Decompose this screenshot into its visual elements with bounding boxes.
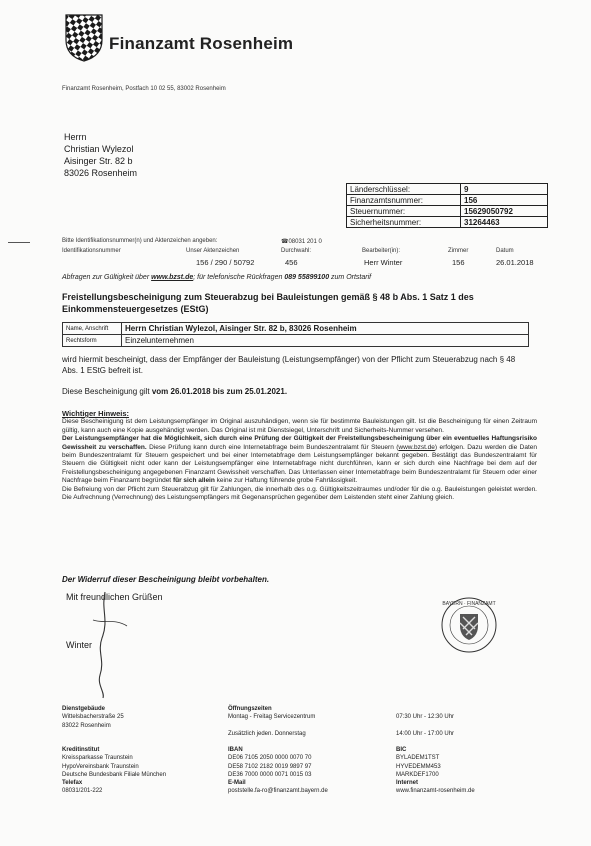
notice-heading: Wichtiger Hinweis:: [62, 409, 130, 418]
reference-col-files: Unser Aktenzeichen: [186, 248, 240, 254]
notice-bold-text: Der Leistungsempfänger hat die Möglichkeit, sich durch eine Prüfung der Gültigkeit der Freistellungsbescheinigung über ein eventuelles Haftungsrisiko Gewissheit zu verschaffen.: [62, 435, 537, 451]
footer-iban: DE06 7105 2050 0000 0070 70: [228, 755, 312, 762]
hint-prefix: Abfragen zur Gültigkeit über: [62, 274, 152, 281]
key-value: 156: [461, 195, 548, 206]
bavarian-official-seal-icon: [440, 596, 498, 654]
fold-mark: [8, 242, 30, 243]
key-label: Finanzamtsnummer:: [347, 195, 461, 206]
footer-iban: DE36 7000 0000 0071 0015 03: [228, 771, 312, 778]
table-row: [347, 206, 548, 217]
notice-url-link[interactable]: www.bzst.de: [398, 443, 435, 451]
validity-period: [62, 387, 287, 396]
footer-hours-2-label: Zusätzlich jeden. Donnerstag: [228, 730, 306, 737]
footer-hours-2-value: 14:00 Uhr - 17:00 Uhr: [396, 730, 455, 737]
table-row: [347, 184, 548, 195]
footer-fax-label: Telefax: [62, 780, 83, 787]
footer-internet-label: Internet: [396, 780, 419, 787]
footer-internet-link[interactable]: www.finanzamt-rosenheim.de: [396, 788, 475, 795]
footer-fax: 08031/201-222: [62, 788, 103, 795]
reference-col-date: Datum: [496, 248, 514, 254]
footer-iban-label: IBAN: [228, 747, 243, 753]
office-name: Finanzamt Rosenheim: [109, 34, 294, 53]
footer-bank: Deutsche Bundesbank Filiale München: [62, 771, 167, 778]
key-value: 15629050792: [461, 206, 548, 217]
reference-note: Bitte Identifikationsnummer(n) und Aktenzeichen angeben:: [62, 238, 218, 244]
hint-phone: 089 55899100: [284, 274, 330, 281]
tax-keys-table: [346, 183, 548, 228]
revocation-note: Der Widerruf dieser Bescheinigung bleibt vorbehalten.: [62, 575, 270, 584]
key-value: 31264463: [461, 217, 548, 228]
document-title: Freistellungsbescheinigung zum Steuerabzug bei Bauleistungen gemäß § 48 b Abs. 1 Satz 1 des Einkommensteuergesetzes (EStG): [62, 292, 474, 314]
footer-ibans: [228, 746, 328, 796]
footer-bic: BYLADEM1TST: [396, 755, 440, 762]
reference-col-room: Zimmer: [448, 248, 469, 254]
validity-range: vom 26.01.2018 bis zum 25.01.2021.: [151, 387, 288, 396]
signature-icon: [75, 590, 135, 700]
table-row: [63, 323, 529, 335]
key-label: Länderschlüssel:: [347, 184, 461, 195]
notice-bold-text: für sich allein: [172, 477, 215, 485]
recipient-street: Aisinger Str. 82 b: [64, 156, 133, 166]
reference-date: 26.01.2018: [496, 258, 534, 267]
reference-clerk: Herr Winter: [364, 258, 403, 267]
name-value: Herrn Christian Wylezol, Aisinger Str. 82 b, 83026 Rosenheim: [122, 323, 529, 335]
footer-bic-label: BIC: [396, 747, 407, 753]
contractor-table: [62, 322, 529, 347]
form-label: Rechtsform: [63, 335, 122, 347]
recipient-address: [64, 131, 137, 179]
closing-greeting: Mit freundlichen Grüßen: [66, 592, 163, 602]
reference-col-dial: Durchwahl:: [281, 248, 312, 254]
certification-text: wird hiermit bescheinigt, dass der Empfänger der Bauleistung (Leistungsempfänger) von der Pflicht zum Steuerabzug nach § 48 Abs. 1 EStG befreit ist.: [62, 355, 516, 375]
footer-bank: Kreissparkasse Traunstein: [62, 755, 133, 762]
bavarian-lozenge-coat-of-arms-icon: [65, 14, 103, 62]
footer-building-city: 83022 Rosenheim: [62, 722, 111, 729]
footer-email-label: E-Mail: [228, 780, 246, 787]
name-label: Name, Anschrift: [63, 323, 122, 335]
footer-banks: [62, 746, 166, 796]
hint-middle: ; für telefonische Rückfragen: [193, 274, 285, 281]
validity-prefix: Diese Bescheinigung gilt: [62, 387, 152, 396]
form-value: Einzelunternehmen: [122, 335, 529, 347]
footer-email-link[interactable]: poststelle.fa-ro@finanzamt.bayern.de: [228, 788, 328, 795]
notice-paragraph: Die Befreiung von der Pflicht zum Steuerabzug gilt für Zahlungen, die innerhalb des o.g. Gültigkeitszeitraumes und/oder für die o.g. Bauleistungen geleistet werden. Die Aufrechnung (Verrechnung) des Leistungsempfängers mit Gegenansprüchen gegenüber dem Leistenden steht einer Zahlung gleich.: [62, 485, 537, 502]
footer-building-street: Wittelsbacherstraße 25: [62, 714, 124, 721]
reference-files: 156 / 290 / 50792: [196, 258, 255, 267]
footer-bics: [396, 746, 475, 796]
reference-col-id: Identifikationsnummer: [62, 248, 121, 254]
footer-hours-1-value: 07:30 Uhr - 12:30 Uhr: [396, 714, 455, 720]
hint-url-link[interactable]: www.bzst.de: [151, 274, 194, 281]
notice-paragraph: Diese Bescheinigung ist dem Leistungsempfänger im Original auszuhändigen, wenn sie für bestimmte Bauleistungen gilt. Ist die Bescheinigung für einen Zeitraum gültig, kann auch eine Kopie ausgehändigt werden. Das Original ist mit Dienstsiegel, Unterschrift und Sicherheits-Nummer versehen.: [62, 418, 537, 434]
table-row: [63, 335, 529, 347]
table-row: [347, 195, 548, 206]
key-label: Steuernummer:: [347, 206, 461, 217]
seal-text: BAYERN · FINANZAMT: [442, 601, 496, 607]
recipient-name: Christian Wylezol: [64, 144, 134, 154]
key-value: 9: [461, 184, 548, 195]
reference-dial: 456: [285, 258, 298, 267]
hint-suffix: zum Ortstarif: [329, 274, 372, 281]
footer-bic: MARKDEF1700: [396, 771, 439, 778]
footer-building-label: Dienstgebäude: [62, 706, 106, 712]
footer-hours-label: Öffnungszeiten: [228, 706, 272, 712]
notice-text: keine zur Haftung führende grobe Fahrlässigkeit.: [214, 477, 358, 485]
footer-hours-values: [396, 713, 454, 738]
footer-building: [62, 705, 124, 730]
footer-iban: DE58 7102 2182 0019 9897 97: [228, 763, 312, 770]
validity-hint: [62, 274, 371, 281]
reference-room: 156: [452, 258, 465, 267]
footer-bank-label: Kreditinstitut: [62, 747, 100, 753]
recipient-city: 83026 Rosenheim: [64, 168, 138, 178]
signer-name: Winter: [66, 640, 93, 650]
recipient-salutation: Herrn: [64, 132, 87, 142]
important-notice: [62, 410, 537, 502]
footer-hours-1-label: Montag - Freitag Servicezentrum: [228, 714, 316, 721]
notice-text: ) erfolgen. Dazu werden die Daten beim Bundeszentralamt für Steuern gespeichert und bei einer Internetabfrage dem Leistungsempfänger bekannt gegeben. Bestätigt das Bundeszentralamt für Steuern die Gültigkeit nicht oder kann der Leistungsempfänger eine Internetabfrage nicht durchführen, kann er sich durch eine Nachfrage bei dem auf der Freistellungsbescheinigung angegebenen Finanzamt Gewissheit verschaffen. Das Unterlassen einer Internetabfrage beim Bundeszentralamt für Steuern oder einer Nachfrage beim Finanzamt begründet: [62, 443, 537, 485]
reference-phone: ☎08031 201 0: [281, 239, 322, 245]
notice-text: Diese Prüfung kann durch eine Internetabfrage beim Bundeszentralamt für Steuern (: [146, 443, 399, 451]
sender-line: Finanzamt Rosenheim, Postfach 10 02 55, 83002 Rosenheim: [62, 86, 226, 92]
key-label: Sicherheitsnummer:: [347, 217, 461, 228]
footer-bic: HYVEDEMM453: [396, 763, 441, 770]
footer-bank: HypoVereinsbank Traunstein: [62, 763, 139, 770]
table-row: [347, 217, 548, 228]
reference-col-clerk: Bearbeiter(in):: [362, 248, 401, 254]
notice-paragraph: [62, 435, 537, 485]
footer-hours: [228, 705, 315, 738]
